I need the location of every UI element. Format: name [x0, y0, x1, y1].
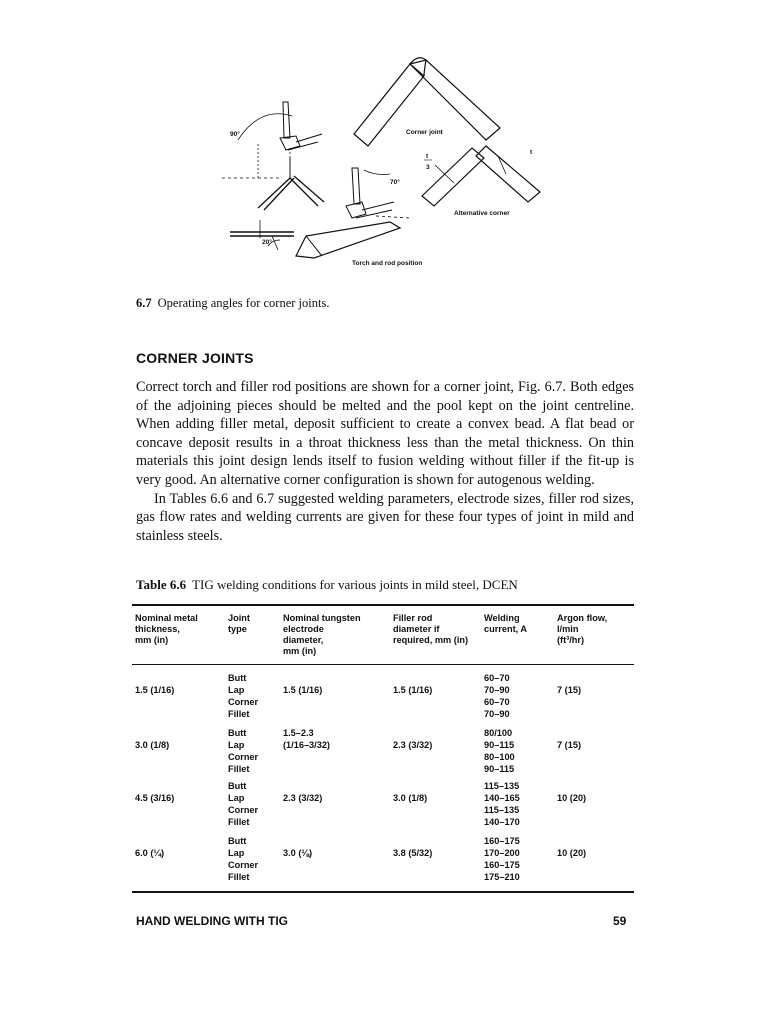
- cell-joint: Fillet: [228, 872, 250, 882]
- cell-joint: Butt: [228, 781, 247, 791]
- table-header-rule: [132, 664, 634, 665]
- header-tungsten: [283, 613, 361, 657]
- cell-current: 175–210: [484, 872, 520, 882]
- cell-thickness: 3.0 (1/8): [135, 740, 170, 750]
- header-line: Nominal metal: [135, 613, 198, 623]
- cell-argon: 10 (20): [557, 848, 587, 858]
- cell-tungsten: 1.5–2.3: [283, 728, 314, 738]
- cell-current: 140–165: [484, 793, 520, 803]
- cell-joint: Lap: [228, 740, 245, 750]
- cell-filler: 3.0 (1/8): [393, 793, 428, 803]
- cell-current: 60–70: [484, 697, 510, 707]
- cell-joint: Corner: [228, 805, 259, 815]
- cell-tungsten: 3.0 (⅛): [283, 848, 313, 858]
- figure-operating-angles: [210, 50, 570, 280]
- text-line: Correct torch and filler rod positions are shown for a corner joint, Fig. 6.7.: [136, 379, 566, 395]
- cell-joint: Fillet: [228, 764, 250, 774]
- header-filler-rod: [393, 613, 468, 646]
- cell-current: 70–90: [484, 709, 510, 719]
- header-line: mm (in): [135, 635, 169, 645]
- cell-argon: 10 (20): [557, 793, 587, 803]
- label-angle-70: 70°: [390, 179, 400, 186]
- cell-filler: 3.8 (5/32): [393, 848, 433, 858]
- cell-current: 115–135: [484, 805, 520, 815]
- cell-joint: Fillet: [228, 817, 250, 827]
- cell-current: 90–115: [484, 764, 515, 774]
- label-angle-20: 20°: [262, 239, 272, 246]
- label-thickness-t: t: [530, 149, 533, 156]
- header-argon-flow: [557, 613, 607, 646]
- cell-filler: 2.3 (3/32): [393, 740, 433, 750]
- label-t-third-den: 3: [426, 164, 430, 171]
- paragraph-2: [136, 490, 634, 546]
- paragraph-1: [136, 378, 634, 490]
- figure-number: 6.7: [136, 296, 152, 310]
- corner-joint-diagram: [210, 50, 570, 280]
- cell-joint: Lap: [228, 848, 245, 858]
- text-line: configuration is shown for autogenous welding.: [323, 471, 595, 488]
- section-heading: CORNER JOINTS: [136, 350, 254, 366]
- text-line: the joint centreline. When adding filler metal, deposit sufficient to create a: [136, 397, 634, 433]
- figure-caption: [136, 296, 329, 311]
- cell-joint: Butt: [228, 836, 247, 846]
- running-footer: HAND WELDING WITH TIG: [136, 914, 288, 928]
- page-number: 59: [613, 914, 627, 928]
- label-t-third-num: t: [426, 153, 429, 160]
- header-line: electrode: [283, 624, 324, 634]
- figure-caption-text: Operating angles for corner joints.: [157, 296, 330, 310]
- cell-thickness: 6.0 (¼): [135, 848, 165, 858]
- cell-joint: Corner: [228, 697, 259, 707]
- cell-current: 115–135: [484, 781, 520, 791]
- header-line: diameter if: [393, 624, 440, 634]
- header-line: Filler rod: [393, 613, 433, 623]
- header-line: current, A: [484, 624, 528, 634]
- cell-joint: Lap: [228, 685, 245, 695]
- cell-current: 140–170: [484, 817, 520, 827]
- header-line: required, mm (in): [393, 635, 469, 645]
- body-text: [136, 378, 634, 545]
- text-line: to fusion welding without filler if the fit-up is very good. An alternative corner: [136, 453, 634, 488]
- table-top-rule: [132, 604, 634, 606]
- header-line: l/min: [557, 624, 579, 634]
- cell-joint: Butt: [228, 728, 247, 738]
- header-line: mm (in): [283, 646, 317, 656]
- header-line: Welding: [484, 613, 520, 623]
- table-caption: [136, 577, 518, 593]
- header-line: Argon flow,: [557, 613, 608, 623]
- table-bottom-rule: [132, 891, 634, 893]
- cell-tungsten: 1.5 (1/16): [283, 685, 323, 695]
- text-line: convex bead. A flat bead or concave deposit results in a throat thickness: [136, 416, 634, 451]
- header-line: (ft³/hr): [557, 635, 585, 645]
- header-joint-type: [228, 613, 250, 635]
- cell-joint: Lap: [228, 793, 245, 803]
- header-line: Joint: [228, 613, 250, 623]
- cell-tungsten: 2.3 (3/32): [283, 793, 323, 803]
- cell-current: 160–175: [484, 836, 520, 846]
- text-line: rod sizes, gas flow rates and welding currents are given for these four types: [136, 490, 634, 526]
- cell-joint: Corner: [228, 860, 259, 870]
- cell-joint: Fillet: [228, 709, 250, 719]
- cell-argon: 7 (15): [557, 740, 582, 750]
- cell-filler: 1.5 (1/16): [393, 685, 433, 695]
- header-thickness: [135, 613, 198, 646]
- table-label: Table 6.6: [136, 577, 187, 592]
- label-alternative-corner: Alternative corner: [454, 210, 510, 217]
- cell-thickness: 4.5 (3/16): [135, 793, 175, 803]
- corner-joint-plate-right: [410, 60, 500, 140]
- text-line: less than the metal thickness. On thin materials this joint design lends itself: [136, 434, 634, 470]
- label-angle-90: 90°: [230, 131, 240, 138]
- header-line: Nominal tungsten: [283, 613, 361, 623]
- cell-current: 80–100: [484, 752, 515, 762]
- cell-argon: 7 (15): [557, 685, 582, 695]
- alt-corner-plate-left: [422, 148, 484, 206]
- label-torch-rod-position: Torch and rod position: [352, 260, 423, 267]
- cell-current: 80/100: [484, 728, 513, 738]
- cell-joint: Butt: [228, 673, 247, 683]
- header-line: thickness,: [135, 624, 180, 634]
- table-title: TIG welding conditions for various joints in mild steel, DCEN: [192, 577, 518, 592]
- text-line: In Tables 6.6 and 6.7 suggested welding parameters, electrode sizes, filler: [154, 490, 577, 507]
- header-line: diameter,: [283, 635, 324, 645]
- cell-current: 160–175: [484, 860, 520, 870]
- text-line: Both edges of the adjoining pieces should be melted and the pool kept on: [136, 379, 635, 414]
- text-line: of joint in mild and stainless steels.: [136, 509, 635, 544]
- label-corner-joint: Corner joint: [406, 129, 443, 136]
- cell-thickness: 1.5 (1/16): [135, 685, 175, 695]
- cell-current: 70–90: [484, 685, 510, 695]
- cell-current: 60–70: [484, 673, 510, 683]
- cell-current: 170–200: [484, 848, 520, 858]
- cell-joint: Corner: [228, 752, 259, 762]
- cell-tungsten: (1/16–3/32): [283, 740, 330, 750]
- header-line: type: [228, 624, 247, 634]
- cell-current: 90–115: [484, 740, 515, 750]
- header-welding-current: [484, 613, 527, 635]
